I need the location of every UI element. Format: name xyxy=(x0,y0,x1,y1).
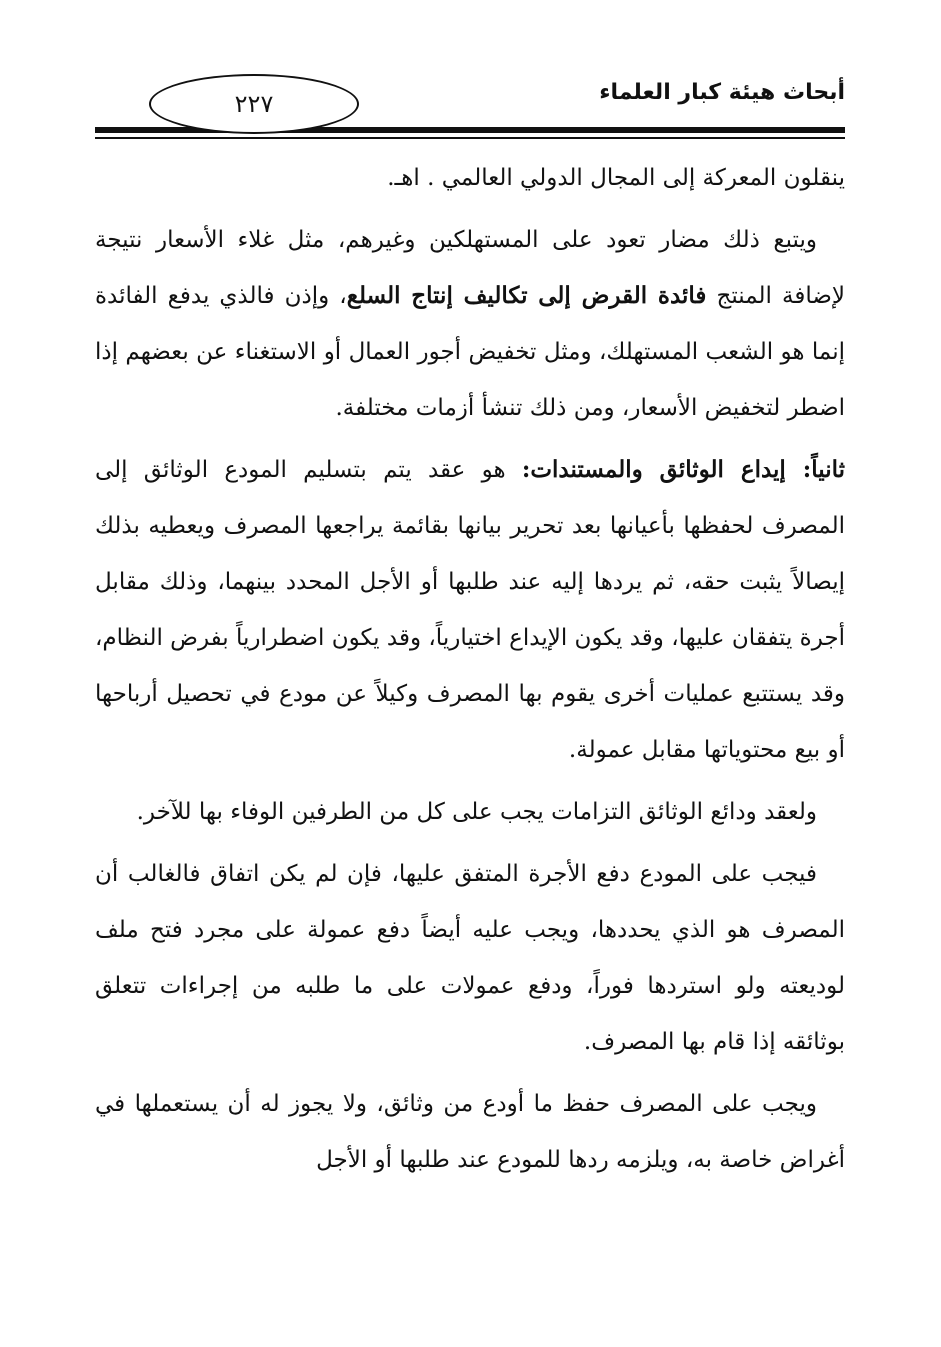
paragraph-text: ويتبع ذلك مضار تعود على المستهلكين وغيرهم، مثل غلاء الأسعار نتيجة لإضافة المنتج xyxy=(95,227,845,309)
paragraph-text: ، وإذن فالذي يدفع الفائدة إنما هو الشعب المستهلك، ومثل تخفيض أجور العمال أو الاستغناء عن بعضهم إذا اضطر لتخفيض الأسعار، ومن ذلك تنشأ أزمات مختلفة. xyxy=(95,283,845,421)
page-body xyxy=(95,150,845,1188)
bold-phrase: فائدة القرض إلى تكاليف إنتاج السلع xyxy=(346,282,707,309)
paragraph-text: هو عقد يتم بتسليم المودع الوثائق إلى المصرف لحفظها بأعيانها بعد تحرير بيانها بقائمة يراجعها المصرف ويعطيه بذلك إيصالاً يثبت حقه، ثم يردها إليه عند طلبها أو الأجل المحدد بينهما، وذلك مقابل أجرة يتفقان عليها، وقد يكون الإيداع اختيارياً، وقد يكون اضطرارياً بفرض النظام، وقد يستتبع عمليات أخرى يقوم بها المصرف وكيلاً عن مودع في تحصيل أرباحها أو بيع محتوياتها مقابل عمولة. xyxy=(94,457,845,763)
page-number: ٢٢٧ xyxy=(234,90,274,118)
paragraph-text: ويجب على المصرف حفظ ما أودع من وثائق، ولا يجوز له أن يستعملها في أغراض خاصة به، ويلزمه ردها للمودع عند طلبها أو الأجل xyxy=(95,1091,845,1173)
page-number-oval xyxy=(149,74,359,134)
paragraph-text: فيجب على المودع دفع الأجرة المتفق عليها، فإن لم يكن اتفاق فالغالب أن المصرف هو الذي يحددها، ويجب عليه أيضاً دفع عمولة على مجرد فتح ملف لوديعته ولو استردها فوراً، ودفع عمولات على ما طلبه من إجراءات تتعلق بوثائقه إذا قام بها المصرف. xyxy=(95,861,845,1055)
paragraph xyxy=(95,212,845,436)
section-heading: ثانياً: إيداع الوثائق والمستندات: xyxy=(521,456,846,483)
paragraph xyxy=(95,846,845,1070)
paragraph xyxy=(95,150,845,206)
page-header xyxy=(95,74,845,144)
paragraph-text: ينقلون المعركة إلى المجال الدولي العالمي . اهـ. xyxy=(387,165,845,191)
header-rule-thin xyxy=(95,137,845,139)
paragraph xyxy=(95,784,845,840)
paragraph-text: ولعقد ودائع الوثائق التزامات يجب على كل من الطرفين الوفاء بها للآخر. xyxy=(136,799,817,825)
paragraph xyxy=(95,1076,845,1188)
paragraph xyxy=(95,442,845,778)
running-title: أبحاث هيئة كبار العلماء xyxy=(599,80,845,105)
